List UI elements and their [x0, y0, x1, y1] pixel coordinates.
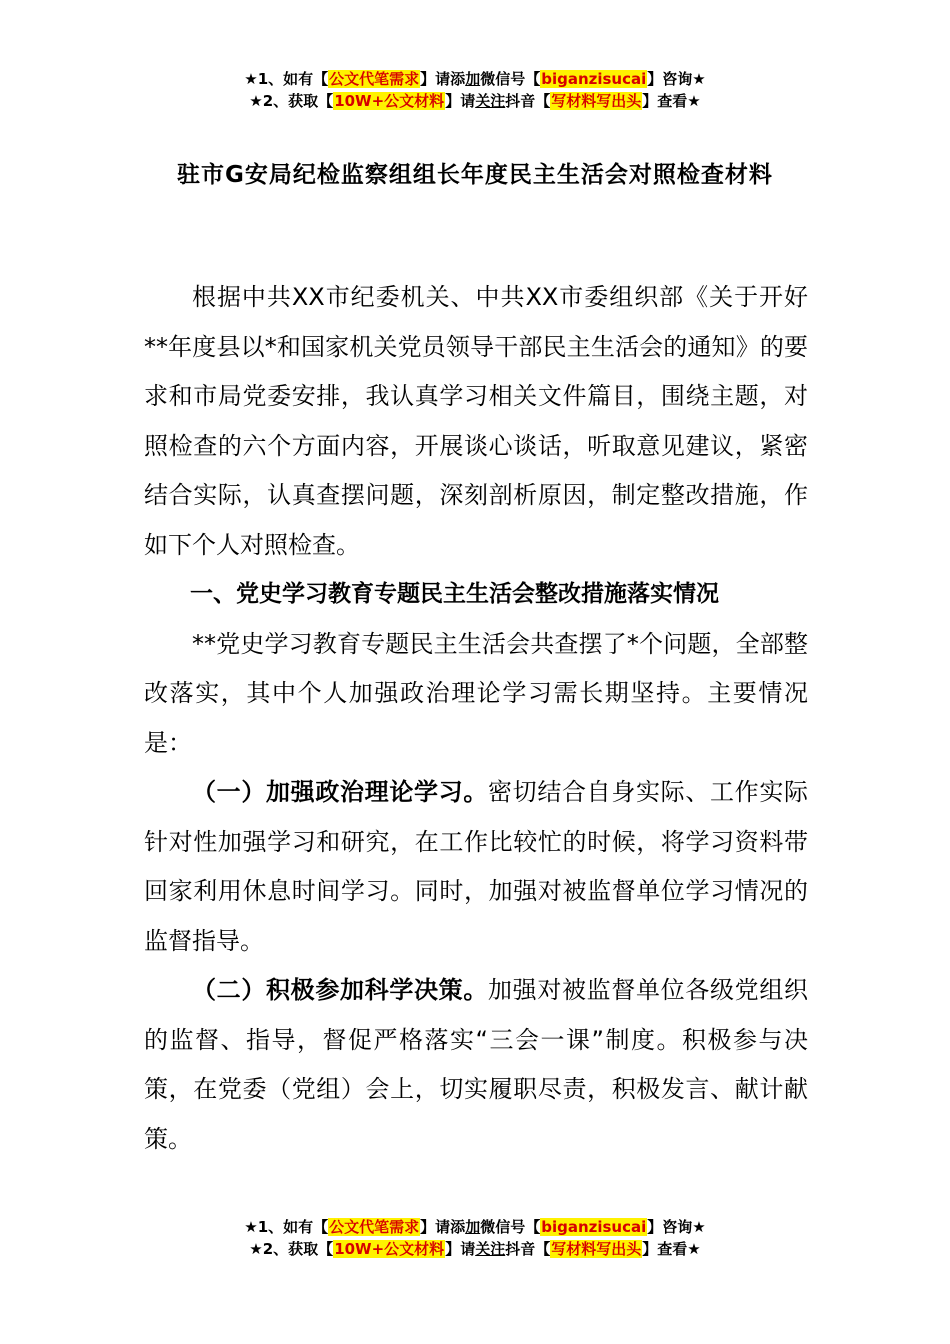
item-text: 密切结合自身实际、工作实际针对性加强学习和研究，在工作比较忙的时候，将学习资料带回家利用休息时间学习。同时，加强对被监督单位学习情况的监督指导。	[144, 778, 808, 955]
banner-text: ★2、获取【	[249, 92, 334, 110]
banner-emphasis: 加	[465, 1218, 481, 1236]
item-label: （一）加强政治理论学习。	[192, 778, 488, 806]
banner-highlight: 10W+公文材料	[334, 92, 445, 110]
banner-highlight: biganzisucai	[541, 70, 647, 88]
banner-text: ★1、如有【	[244, 70, 329, 88]
banner-highlight: 写材料写出头	[551, 92, 642, 110]
item-paragraph-1	[144, 768, 808, 966]
banner-text: 】查看★	[642, 1240, 701, 1258]
item-label: （二）积极参加科学决策。	[192, 976, 488, 1004]
banner-text: 】请添	[420, 70, 466, 88]
banner-line-1	[0, 1216, 950, 1238]
banner-text: 抖音【	[505, 92, 551, 110]
banner-highlight: 10W+公文材料	[334, 1240, 445, 1258]
banner-text: 微信号【	[480, 70, 541, 88]
section-summary: **党史学习教育专题民主生活会共查摆了*个问题，全部整改落实，其中个人加强政治理论学习需长期坚持。主要情况是：	[144, 629, 808, 757]
banner-highlight: 写材料写出头	[551, 1240, 642, 1258]
banner-text: 微信号【	[480, 1218, 541, 1236]
banner-highlight: biganzisucai	[541, 1218, 647, 1236]
intro-paragraph: 根据中共XX市纪委机关、中共XX市委组织部《关于开好**年度县以*和国家机关党员领导干部民主生活会的通知》的要求和市局党委安排，我认真学习相关文件篇目，围绕主题，对照检查的六个方面内容，开展谈心谈话，听取意见建议，紧密结合实际，认真查摆问题，深刻剖析原因，制定整改措施，作如下个人对照检查。	[144, 283, 808, 559]
banner-text: ★1、如有【	[244, 1218, 329, 1236]
header-banner	[0, 68, 950, 112]
banner-line-2	[0, 1238, 950, 1260]
banner-text: 】请	[445, 92, 476, 110]
banner-highlight: 公文代笔需求	[329, 70, 420, 88]
banner-text: 】请添	[420, 1218, 466, 1236]
banner-emphasis: 加	[465, 70, 481, 88]
banner-emphasis: 关注	[475, 92, 506, 110]
banner-emphasis: 关注	[475, 1240, 506, 1258]
banner-text: 抖音【	[505, 1240, 551, 1258]
footer-banner	[0, 1216, 950, 1260]
banner-text: 】请	[445, 1240, 476, 1258]
item-paragraph-2	[144, 966, 808, 1164]
banner-line-1	[0, 68, 950, 90]
banner-text: 】咨询★	[647, 1218, 706, 1236]
document-title: 驻市G安局纪检监察组组长年度民主生活会对照检查材料	[177, 162, 773, 188]
banner-line-2	[0, 90, 950, 112]
banner-text: ★2、获取【	[249, 1240, 334, 1258]
section-heading: 一、党史学习教育专题民主生活会整改措施落实情况	[190, 581, 719, 607]
banner-highlight: 公文代笔需求	[329, 1218, 420, 1236]
banner-text: 】咨询★	[647, 70, 706, 88]
document-body	[144, 273, 808, 1164]
banner-text: 】查看★	[642, 92, 701, 110]
item-text: 加强对被监督单位各级党组织的监督、指导，督促严格落实“三会一课”制度。积极参与决策，在党委（党组）会上，切实履职尽责，积极发言、献计献策。	[144, 976, 808, 1153]
